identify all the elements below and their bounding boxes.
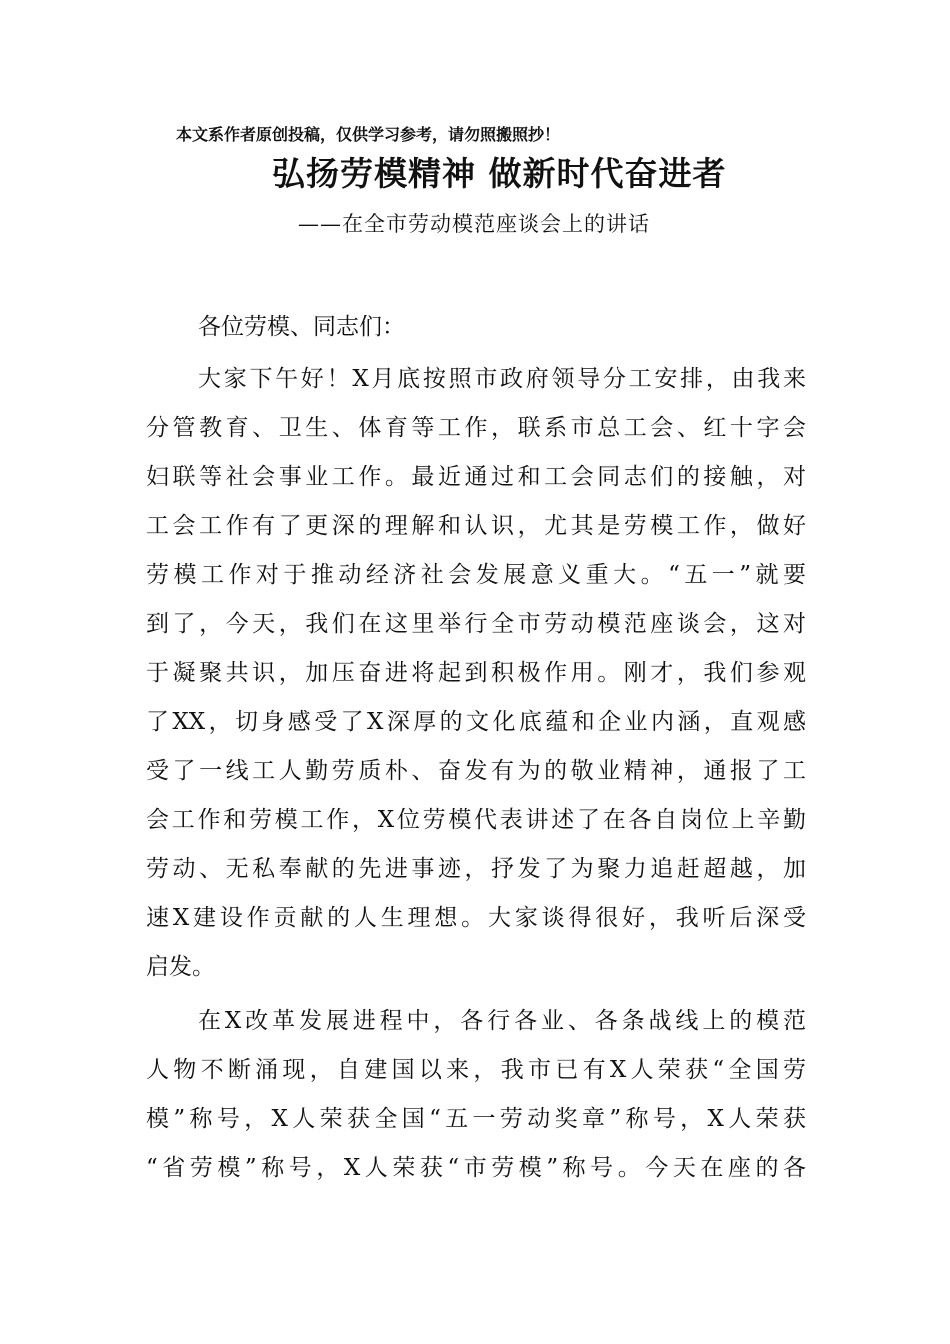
paragraph-line: 劳模工作对于推动经济社会发展意义重大。“五一”就要	[146, 562, 806, 588]
paragraph-line: 到了，今天，我们在这里举行全市劳动模范座谈会，这对	[146, 611, 806, 637]
paragraph-line: 大家下午好！X月底按照市政府领导分工安排，由我来	[198, 366, 806, 392]
paragraph-line: 妇联等社会事业工作。最近通过和工会同志们的接触，对	[146, 464, 806, 490]
paragraph-line: 会工作和劳模工作，X位劳模代表讲述了在各自岗位上辛勤	[146, 807, 806, 833]
greeting: 各位劳模、同志们：	[198, 314, 405, 340]
paragraph-line: 劳动、无私奉献的先进事迹，抒发了为聚力追赶超越，加	[146, 856, 806, 882]
paragraph-line: 受了一线工人勤劳质朴、奋发有为的敬业精神，通报了工	[146, 758, 806, 784]
paragraph-line: 在X改革发展进程中，各行各业、各条战线上的模范	[198, 1008, 806, 1034]
paragraph-line: 人物不断涌现，自建国以来，我市已有X人荣获“全国劳	[146, 1057, 806, 1083]
paragraph-line: 工会工作有了更深的理解和认识，尤其是劳模工作，做好	[146, 513, 806, 539]
paragraph-line: 了XX，切身感受了X深厚的文化底蕴和企业内涵，直观感	[146, 709, 806, 735]
paragraph-line: 模”称号，X人荣获全国“五一劳动奖章”称号，X人荣获	[146, 1106, 806, 1132]
paragraph-line: 速X建设作贡献的人生理想。大家谈得很好，我听后深受	[146, 905, 806, 931]
paragraph-line: “省劳模”称号，X人荣获“市劳模”称号。今天在座的各	[146, 1155, 806, 1181]
paragraph-line: 分管教育、卫生、体育等工作，联系市总工会、红十字会	[146, 415, 806, 441]
document-title: 弘扬劳模精神 做新时代奋进者	[272, 154, 727, 193]
document-subtitle: ——在全市劳动模范座谈会上的讲话	[298, 212, 650, 236]
paragraph-line: 启发。	[146, 954, 215, 980]
copyright-notice: 本文系作者原创投稿，仅供学习参考，请勿照搬照抄！	[176, 125, 561, 144]
paragraph-line: 于凝聚共识，加压奋进将起到积极作用。刚才，我们参观	[146, 660, 806, 686]
